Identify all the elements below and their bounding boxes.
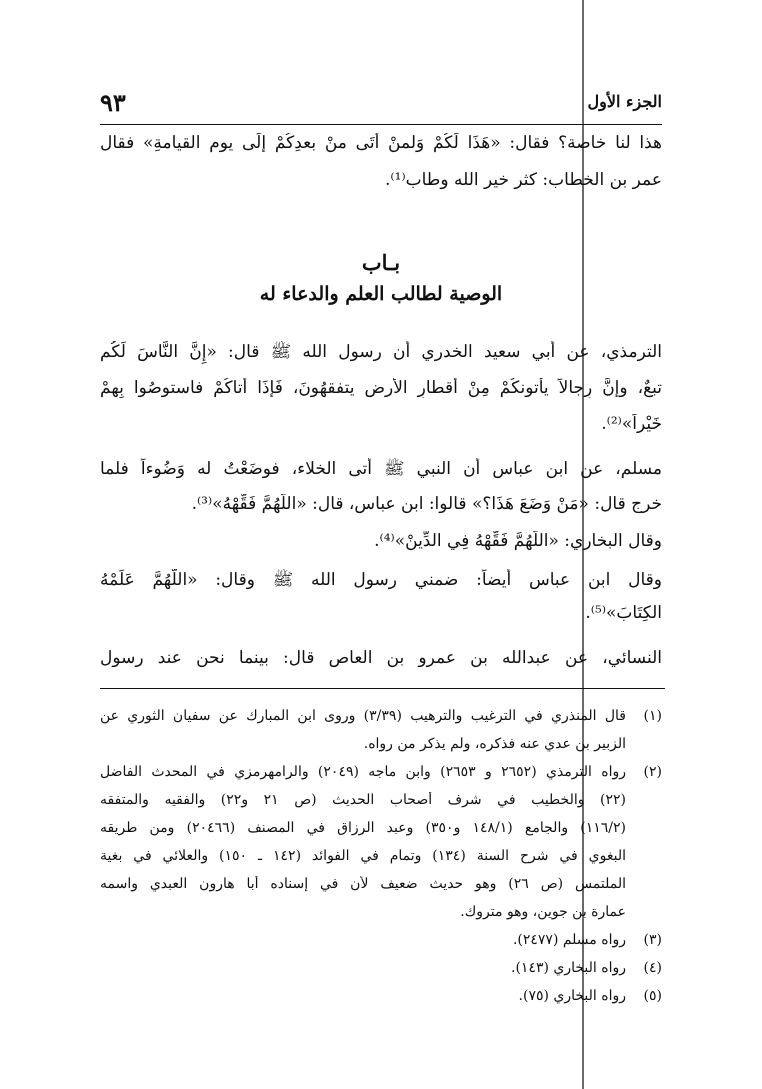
footnote [100,708,662,730]
footnote-line: (١١٦/٢) والجامع (١٤٨/١ و٣٥٠) وعبد الرزاق في المصنف (٢٠٤٦٦) ومن طريقه [100,820,626,836]
footnote-line: رواه الترمذي (٢٦٥٢ و ٢٦٥٣) وابن ماجه (٢٠٤٩) والرامهرمزي في المحدث الفاضل [100,764,626,780]
footnote [100,988,662,1010]
footnote [100,764,662,786]
footnote [100,820,662,842]
body-line: الكِتَابَ»⁽⁵⁾. [585,603,662,623]
body-line: النسائي، عن عبدالله بن عمرو بن العاص قال: بينما نحن عند رسول [100,648,662,668]
footnote-line: الملتمس (ص ٢٦) وهو حديث ضعيف لأن في إسناده أبا هارون العبدي واسمه [100,876,627,892]
footnote-number: (٢) [643,764,662,780]
header-title: الجزء الأول [587,92,662,111]
body-line: خَيْراً»⁽²⁾. [601,414,662,434]
body-line: الترمذي، عن أبي سعيد الخدري أن رسول الله ﷺ قال: «إِنَّ النَّاسَ لَكُم [100,342,662,362]
chapter-subheading: الوصية لطالب العلم والدعاء له [259,283,503,305]
body-line: وقال ابن عباس أيضاً: ضمني رسول الله ﷺ وقال: «اللَّهُمَّ عَلِّمْهُ [100,570,662,590]
footnote [100,932,662,954]
footnote-number: (١) [643,708,662,724]
footnote-line: (٢٢) والخطيب في شرف أصحاب الحديث (ص ٢١ و٢٢) والفقيه والمتفقه [100,792,627,808]
footnote-line: رواه البخاري (١٤٣). [511,960,626,976]
footnote [100,848,662,870]
footnote [100,876,662,898]
footnote-rule [100,688,665,689]
footnote-line: رواه البخاري (٧٥). [518,988,626,1004]
body-line: عمر بن الخطاب: كثر خير الله وطاب⁽¹⁾. [385,170,662,190]
footnote-line: رواه مسلم (٢٤٧٧). [512,932,626,948]
footnote-line: قال المنذري في الترغيب والترهيب (٣/٣٩) وروى ابن المبارك عن سفيان الثوري عن [100,708,626,724]
body-line: مسلم، عن ابن عباس أن النبي ﷺ أتى الخلاء، فوضَعْتُ له وَضُوءاً فلما [100,459,662,479]
footnote-number: (٥) [643,988,662,1004]
footnote-line: الزبير بن عدي عنه فذكره، ولم يذكر من رواه. [363,736,626,752]
body-line: هذا لنا خاصة؟ فقال: «هَذَا لَكُمْ وَلمنْ أَتَى منْ بعدِكُمْ إِلَى يوم القيامةِ» فقال [100,133,662,153]
footnote-line: عمارة بن جوين، وهو متروك. [460,904,626,920]
page-number: ٩٣ [100,88,126,117]
footnote-number: (٣) [643,932,662,948]
footnote-number: (٤) [643,960,662,976]
header-rule [100,124,662,125]
footnote [100,792,662,814]
body-line: وقال البخاري: «اللَّهُمَّ فَقِّهْهُ فِي الدِّينْ»⁽⁴⁾. [374,531,662,551]
running-header [100,88,662,122]
chapter-heading: بـاب [361,250,401,275]
footnote [100,736,662,758]
footnote [100,904,662,926]
footnote [100,960,662,982]
body-line: تبعٌ، وإنَّ رِجالاً يأتونكُمْ مِنْ أقطارِ الأَرضِ يتفقهُونَ، فَإِذَا أتاكُمْ فاستوصُوا بِهِمْ [100,378,662,398]
footnote-line: البغوي في شرح السنة (١٣٤) وتمام في الفوائد (١٤٢ ـ ١٥٠) والعلائي في بغية [100,848,626,864]
body-line: خرج قال: «مَنْ وَضَعَ هَذَا؟» قالوا: ابن عباس، قال: «اللَّهُمَّ فَقِّهْهُ»⁽³⁾. [191,494,662,514]
